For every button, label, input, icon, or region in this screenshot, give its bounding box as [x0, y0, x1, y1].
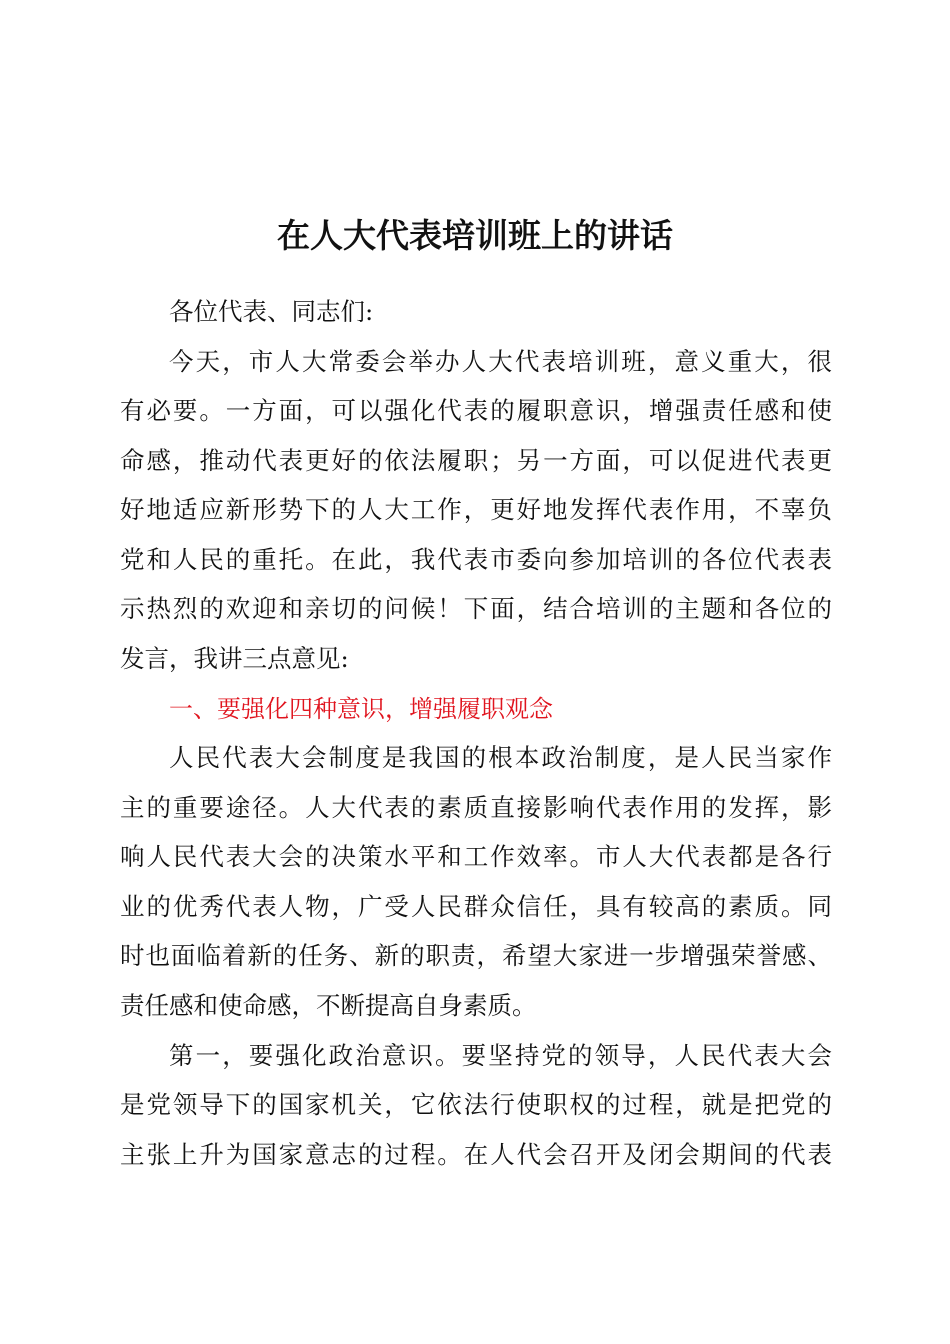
paragraph-line: 人民代表大会制度是我国的根本政治制度，是人民当家作 [169, 743, 832, 772]
paragraph-line: 第一，要强化政治意识。要坚持党的领导，人民代表大会 [169, 1041, 832, 1070]
section-heading: 一、要强化四种意识，增强履职观念 [169, 695, 553, 723]
paragraph-line: 发言，我讲三点意见: [120, 644, 349, 673]
paragraph-line: 是党领导下的国家机关，它依法行使职权的过程，就是把党的 [120, 1090, 832, 1119]
paragraph-line: 主张上升为国家意志的过程。在人代会召开及闭会期间的代表 [120, 1140, 832, 1169]
paragraph-line: 主的重要途径。人大代表的素质直接影响代表作用的发挥，影 [120, 793, 832, 822]
paragraph-line: 责任感和使命感，不断提高自身素质。 [120, 991, 537, 1020]
paragraph-line: 示热烈的欢迎和亲切的问候！下面，结合培训的主题和各位的 [120, 594, 832, 623]
paragraph-line: 命感，推动代表更好的依法履职；另一方面，可以促进代表更 [120, 446, 832, 475]
paragraph-line: 响人民代表大会的决策水平和工作效率。市人大代表都是各行 [120, 842, 832, 871]
paragraph-line: 今天，市人大常委会举办人大代表培训班，意义重大，很 [169, 347, 832, 376]
salutation: 各位代表、同志们: [169, 297, 374, 326]
paragraph-line: 时也面临着新的任务、新的职责，希望大家进一步增强荣誉感、 [120, 941, 832, 970]
paragraph-line: 党和人民的重托。在此，我代表市委向参加培训的各位代表表 [120, 545, 832, 574]
paragraph-line: 业的优秀代表人物，广受人民群众信任，具有较高的素质。同 [120, 892, 832, 921]
paragraph-line: 有必要。一方面，可以强化代表的履职意识，增强责任感和使 [120, 396, 832, 425]
paragraph-line: 好地适应新形势下的人大工作，更好地发挥代表作用，不辜负 [120, 495, 832, 524]
document-title: 在人大代表培训班上的讲话 [277, 216, 673, 255]
